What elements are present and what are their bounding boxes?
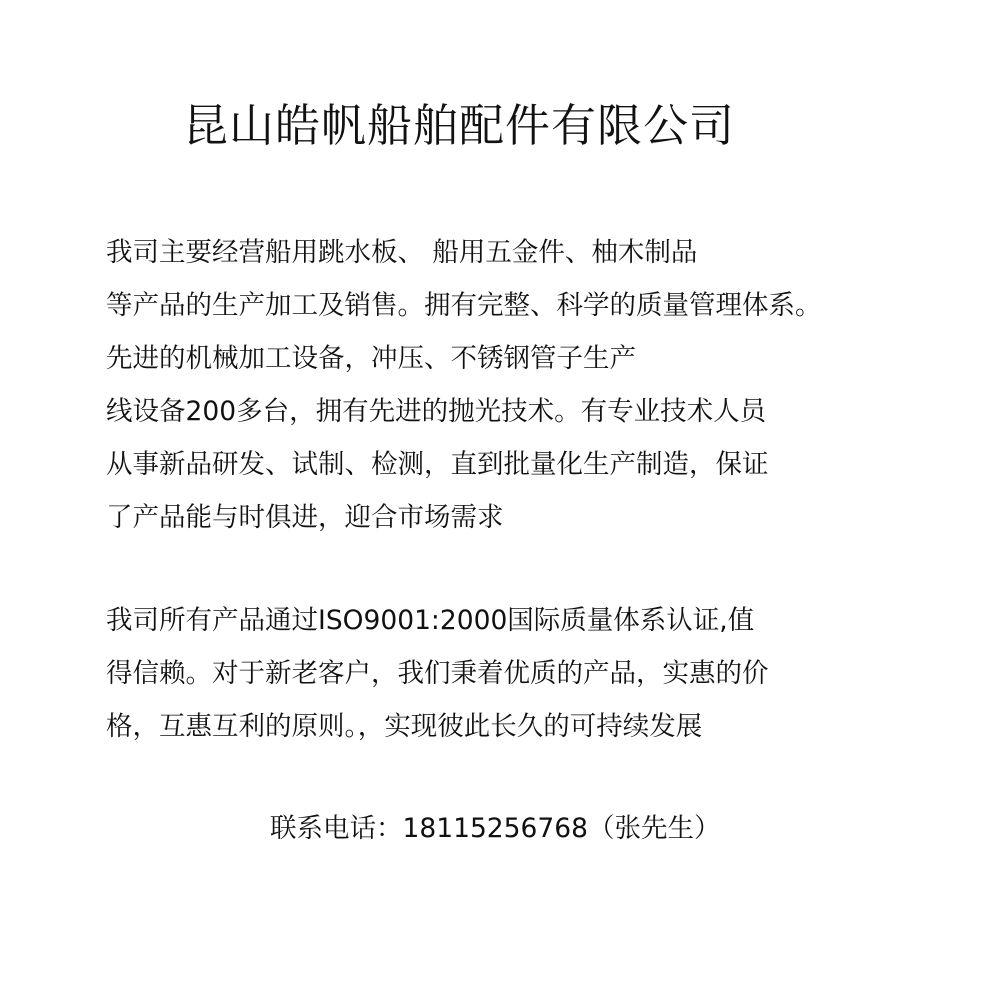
quality-line: 格，互惠互利的原则。，实现彼此长久的可持续发展 [106,711,703,742]
contact-label: 联系电话： [270,813,403,844]
intro-line: 先进的机械加工设备，冲压、不锈钢管子生产 [106,343,636,374]
contact-person: （张先生） [587,813,721,844]
company-title: 昆山皓帆船舶配件有限公司 [183,99,736,152]
contact-info [270,812,720,846]
intro-line: 我司主要经营船用跳水板、 船用五金件、柚木制品 [106,237,698,268]
intro-line: 了产品能与时俱进，迎合市场需求 [106,502,504,533]
intro-line: 线设备200多台，拥有先进的抛光技术。有专业技术人员 [106,396,767,427]
intro-line: 等产品的生产加工及销售。拥有完整、科学的质量管理体系。 [106,290,822,321]
contact-phone: 18115256768 [402,813,588,844]
quality-line: 得信赖。对于新老客户，我们秉着优质的产品，实惠的价 [106,658,769,689]
intro-line: 从事新品研发、试制、检测，直到批量化生产制造，保证 [106,449,769,480]
quality-line: 我司所有产品通过ISO9001:2000国际质量体系认证,值 [106,605,755,636]
